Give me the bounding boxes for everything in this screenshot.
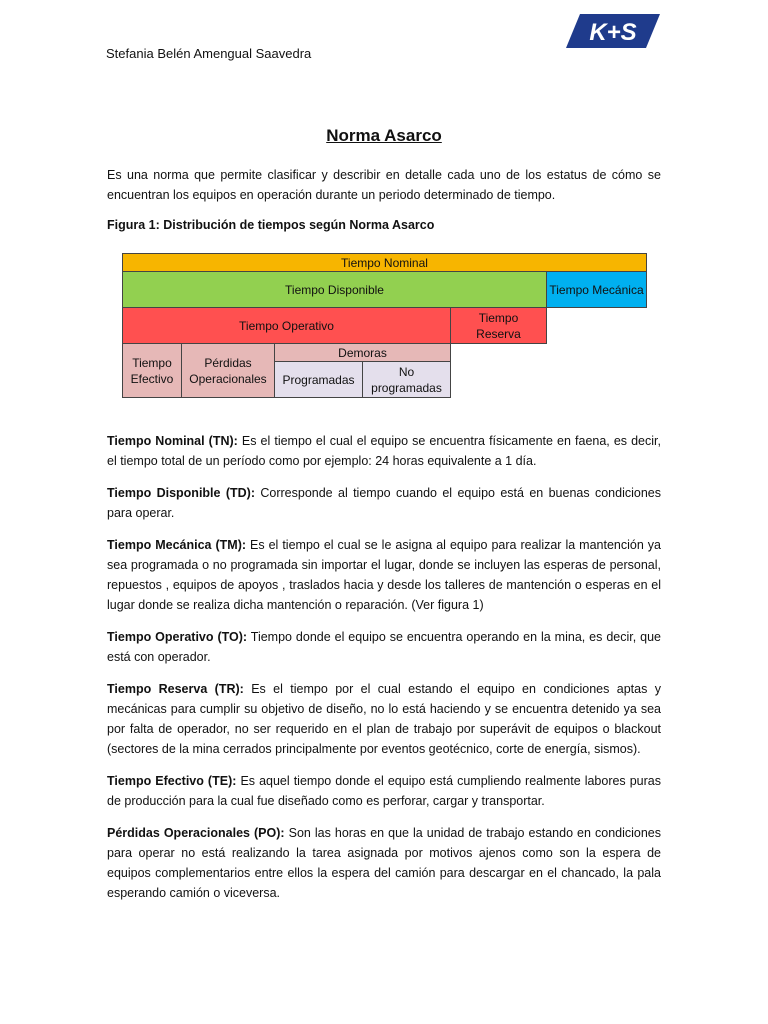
- definition-term: Tiempo Reserva (TR):: [107, 682, 244, 696]
- cell-tiempo-operativo: Tiempo Operativo: [122, 307, 451, 344]
- author-name: Stefania Belén Amengual Saavedra: [106, 46, 312, 61]
- figure-caption: Figura 1: Distribución de tiempos según Norma Asarco: [107, 218, 435, 232]
- cell-tiempo-nominal: Tiempo Nominal: [122, 253, 647, 272]
- cell-programadas: Programadas: [274, 361, 363, 398]
- definition-term: Tiempo Operativo (TO):: [107, 630, 248, 644]
- definition-term: Tiempo Mecánica (TM):: [107, 538, 247, 552]
- definition-term: Tiempo Disponible (TD):: [107, 486, 255, 500]
- company-logo: [566, 14, 660, 48]
- definition-text: Son las horas en que la unidad de trabajo estando en condiciones para operar no está realizando la tarea asignada por motivos ajenos como son la espera de equipos complementarios entre ellos la espera del camión para descargar en el chancado, la pala esperando camión o viceversa.: [107, 826, 662, 900]
- definition-item: [107, 483, 661, 523]
- definition-term: Tiempo Efectivo (TE):: [107, 774, 237, 788]
- cell-tiempo-efectivo: Tiempo Efectivo: [122, 343, 182, 398]
- definition-text: Es el tiempo por el cual estando el equipo en condiciones aptas y mecánicas para cumplir su objetivo de diseño, no lo está haciendo y se encuentra detenido ya sea por falta de operador, no ser requerido en el plan de trabajo por superávit de equipos o blackout (sectores de la mina cerrados principalmente por eventos geotécnico, corte de energía, sismos).: [107, 682, 661, 756]
- definition-item: [107, 627, 661, 667]
- definition-term: Tiempo Nominal (TN):: [107, 434, 238, 448]
- cell-tiempo-disponible: Tiempo Disponible: [122, 271, 547, 308]
- logo-text: K+S: [589, 19, 637, 46]
- definition-text: Tiempo donde el equipo se encuentra operando en la mina, es decir, que está con operador.: [107, 630, 661, 664]
- cell-tiempo-mecanica: Tiempo Mecánica: [546, 271, 647, 308]
- definition-text: Es el tiempo el cual el equipo se encuentra físicamente en faena, es decir, el tiempo total de un período como por ejemplo: 24 horas equivalente a 1 día.: [107, 434, 661, 468]
- definition-term: Pérdidas Operacionales (PO):: [107, 826, 285, 840]
- cell-no-programadas: No programadas: [362, 361, 451, 398]
- definition-text: Corresponde al tiempo cuando el equipo está en buenas condiciones para operar.: [107, 486, 661, 520]
- cell-perdidas-operacionales: Pérdidas Operacionales: [181, 343, 275, 398]
- intro-paragraph: Es una norma que permite clasificar y describir en detalle cada uno de los estatus de cómo se encuentran los equipos en operación durante un periodo determinado de tiempo.: [107, 168, 661, 202]
- definitions-list: [107, 431, 661, 915]
- definition-text: Es aquel tiempo donde el equipo está cumpliendo realmente labores puras de producción para la cual fue diseñado como es perforar, cargar y transportar.: [107, 774, 661, 808]
- definition-item: [107, 771, 661, 811]
- definition-item: [107, 431, 661, 471]
- definition-text: Es el tiempo el cual se le asigna al equipo para realizar la mantención ya sea programada o no programada sin importar el lugar, donde se incluyen las esperas de personal, repuestos , equipos de apoyos , traslados hacia y desde los talleres de mantención o esperas en el lugar donde se realiza dicha mantención o reparación. (Ver figura 1): [107, 538, 661, 612]
- cell-demoras: Demoras: [274, 343, 451, 362]
- definition-item: [107, 535, 661, 615]
- definition-item: [107, 679, 661, 759]
- cell-tiempo-reserva: Tiempo Reserva: [450, 307, 547, 344]
- definition-item: [107, 823, 661, 903]
- page-title: Norma Asarco: [326, 126, 442, 145]
